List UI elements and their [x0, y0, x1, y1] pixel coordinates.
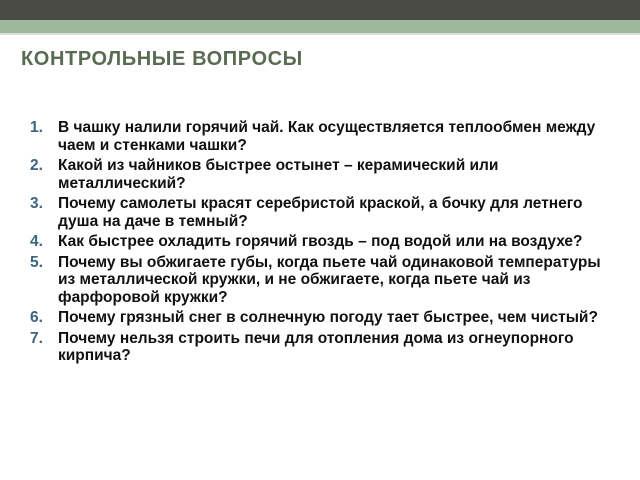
header-band-accent: [0, 20, 640, 33]
question-text: Какой из чайников быстрее остынет – керамический или металлический?: [58, 157, 499, 192]
question-text: Почему самолеты красят серебристой краской, а бочку для летнего душа на даче в темный?: [58, 195, 583, 230]
question-text: В чашку налили горячий чай. Как осуществляется теплообмен между чаем и стенками чашки?: [58, 119, 596, 154]
questions-list: [30, 119, 620, 368]
question-number: 6.: [30, 309, 43, 326]
question-number: 1.: [30, 119, 43, 136]
question-item: [30, 195, 620, 230]
question-item: [30, 157, 620, 192]
question-item: [30, 119, 620, 154]
question-item: [30, 330, 620, 365]
question-number: 3.: [30, 195, 43, 212]
question-text: Почему грязный снег в солнечную погоду тает быстрее, чем чистый?: [58, 309, 598, 326]
question-number: 7.: [30, 329, 43, 347]
question-number: 4.: [30, 233, 43, 250]
question-number: 2.: [30, 157, 43, 174]
question-item: [30, 254, 620, 307]
question-text: Почему вы обжигаете губы, когда пьете чай одинаковой температуры из металлической кружки, и не обжигаете, когда пьете чай из фарфоровой кружки?: [58, 253, 601, 306]
header-band-dark: [0, 0, 640, 20]
header-band-divider: [0, 33, 640, 35]
question-item: [30, 309, 620, 327]
question-text: Почему нельзя строить печи для отопления дома из огнеупорного кирпича?: [58, 329, 574, 364]
question-item: [30, 233, 620, 251]
slide-title: КОНТРОЛЬНЫЕ ВОПРОСЫ: [21, 48, 303, 70]
question-number: 5.: [30, 253, 43, 271]
question-text: Как быстрее охладить горячий гвоздь – под водой или на воздухе?: [58, 233, 583, 250]
